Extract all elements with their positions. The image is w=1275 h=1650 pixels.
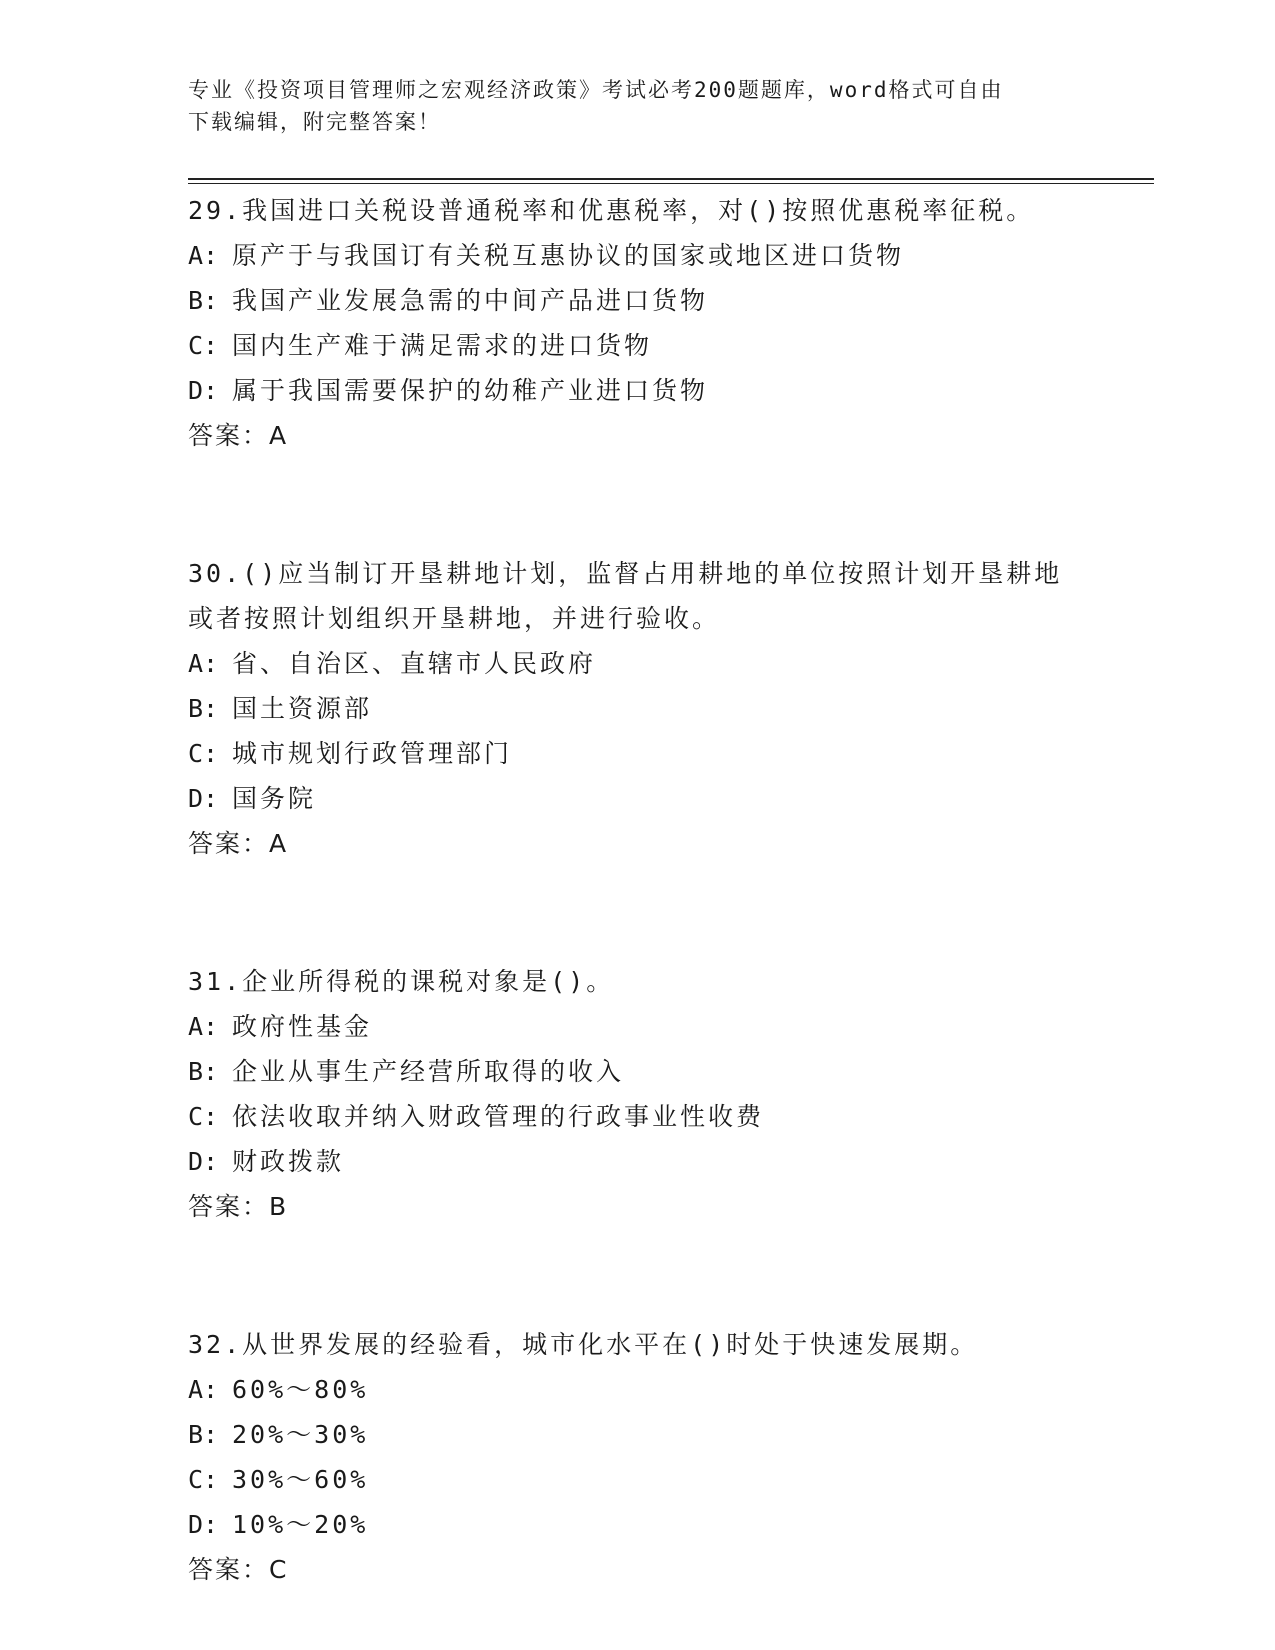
option-b	[188, 686, 1088, 731]
option-b	[188, 278, 1088, 323]
option-key: A:	[188, 649, 219, 678]
option-text: 60%～80%	[232, 1375, 369, 1404]
header-divider-thin	[188, 183, 1154, 184]
option-key: A:	[188, 241, 219, 270]
answer-line: 答案：A	[188, 421, 289, 450]
option-text: 属于我国需要保护的幼稚产业进口货物	[232, 376, 709, 405]
option-b	[188, 1412, 1088, 1457]
question-31	[188, 959, 1088, 1229]
option-text: 国土资源部	[232, 694, 373, 723]
spacer	[188, 458, 1088, 551]
option-text: 原产于与我国订有关税互惠协议的国家或地区进口货物	[232, 241, 905, 270]
option-text: 20%～30%	[232, 1420, 369, 1449]
option-text: 我国产业发展急需的中间产品进口货物	[232, 286, 709, 315]
answer-line: 答案：B	[188, 1192, 289, 1221]
option-a	[188, 641, 1088, 686]
option-text: 省、自治区、直辖市人民政府	[232, 649, 597, 678]
option-c	[188, 323, 1088, 368]
question-list	[188, 188, 1088, 1592]
header-line-2: 下载编辑，附完整答案！	[188, 110, 441, 134]
option-text: 城市规划行政管理部门	[232, 739, 513, 768]
question-32	[188, 1322, 1088, 1592]
question-stem: 30.()应当制订开垦耕地计划，监督占用耕地的单位按照计划开垦耕地	[188, 559, 1063, 588]
spacer	[188, 1229, 1088, 1322]
header-line-1: 专业《投资项目管理师之宏观经济政策》考试必考200题题库，word格式可自由	[188, 78, 1004, 102]
option-key: D:	[188, 376, 219, 405]
option-c	[188, 1457, 1088, 1502]
option-key: B:	[188, 1420, 219, 1449]
option-d	[188, 1139, 1088, 1184]
option-key: B:	[188, 1057, 219, 1086]
answer-line: 答案：C	[188, 1555, 289, 1584]
option-a	[188, 233, 1088, 278]
option-key: B:	[188, 286, 219, 315]
document-header	[188, 74, 1088, 138]
option-text: 政府性基金	[232, 1012, 373, 1041]
question-stem: 29.我国进口关税设普通税率和优惠税率，对()按照优惠税率征税。	[188, 196, 1035, 225]
option-text: 30%～60%	[232, 1465, 369, 1494]
option-key: D:	[188, 1147, 219, 1176]
option-key: C:	[188, 331, 219, 360]
option-text: 依法收取并纳入财政管理的行政事业性收费	[232, 1102, 765, 1131]
header-divider-thick	[188, 178, 1154, 180]
option-c	[188, 731, 1088, 776]
option-text: 企业从事生产经营所取得的收入	[232, 1057, 625, 1086]
option-key: D:	[188, 1510, 219, 1539]
option-a	[188, 1004, 1088, 1049]
option-c	[188, 1094, 1088, 1139]
option-d	[188, 368, 1088, 413]
option-d	[188, 776, 1088, 821]
option-key: B:	[188, 694, 219, 723]
option-key: A:	[188, 1375, 219, 1404]
question-30	[188, 551, 1088, 866]
option-key: C:	[188, 1102, 219, 1131]
spacer	[188, 866, 1088, 959]
option-key: D:	[188, 784, 219, 813]
question-stem: 31.企业所得税的课税对象是()。	[188, 967, 615, 996]
question-stem-continued: 或者按照计划组织开垦耕地，并进行验收。	[188, 604, 721, 633]
option-a	[188, 1367, 1088, 1412]
option-d	[188, 1502, 1088, 1547]
option-key: C:	[188, 1465, 219, 1494]
answer-line: 答案：A	[188, 829, 289, 858]
option-b	[188, 1049, 1088, 1094]
option-text: 国内生产难于满足需求的进口货物	[232, 331, 653, 360]
option-text: 国务院	[232, 784, 317, 813]
option-text: 10%～20%	[232, 1510, 369, 1539]
option-key: A:	[188, 1012, 219, 1041]
option-key: C:	[188, 739, 219, 768]
option-text: 财政拨款	[232, 1147, 345, 1176]
question-stem: 32.从世界发展的经验看，城市化水平在()时处于快速发展期。	[188, 1330, 979, 1359]
question-29	[188, 188, 1088, 458]
